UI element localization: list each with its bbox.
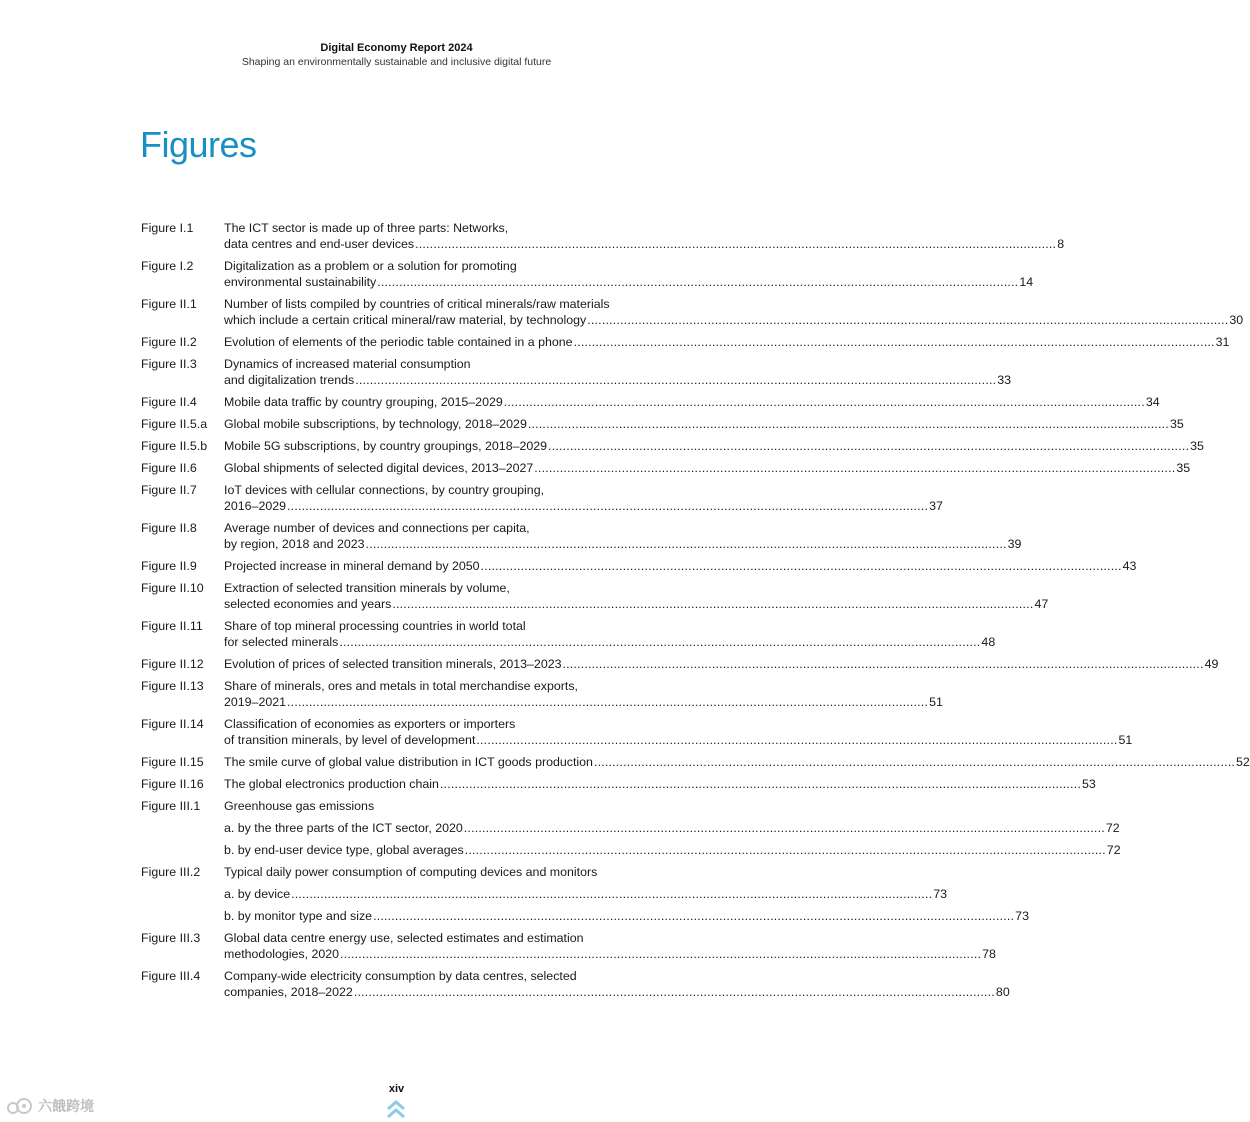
caption-line-with-page — [224, 498, 943, 514]
figure-caption — [224, 558, 1137, 574]
figure-list — [141, 220, 1250, 1006]
figure-caption — [224, 580, 1049, 612]
dot-leader: ................................................................................................................................................................................ — [480, 559, 1122, 573]
figure-label: Figure II.4 — [141, 395, 197, 409]
entry-text: and digitalization trends — [224, 373, 355, 387]
figure-entry — [141, 394, 1160, 410]
entry-text: data centres and end-user devices — [224, 237, 415, 251]
caption-line: Company-wide electricity consumption by data centres, selected — [224, 969, 577, 983]
entry-text: Mobile data traffic by country grouping, 2015–2029 — [224, 395, 503, 409]
dot-leader: ................................................................................................................................................................................ — [562, 657, 1204, 671]
figure-caption — [224, 656, 1219, 672]
entry-text: methodologies, 2020 — [224, 947, 340, 961]
dot-leader: ................................................................................................................................................................................ — [463, 821, 1105, 835]
dot-leader: ................................................................................................................................................................................ — [287, 499, 929, 513]
figure-label: Figure II.7 — [141, 483, 197, 497]
caption-line: Share of top mineral processing countries in world total — [224, 619, 526, 633]
caption-line-with-page — [224, 656, 1219, 672]
entry-page: 14 — [1019, 275, 1034, 289]
dot-leader: ................................................................................................................................................................................ — [392, 597, 1034, 611]
entry-page: 72 — [1105, 821, 1120, 835]
dot-leader: ................................................................................................................................................................................ — [373, 909, 1015, 923]
dot-leader: ................................................................................................................................................................................ — [593, 755, 1236, 769]
dot-leader: ................................................................................................................................................................................ — [340, 947, 982, 961]
entry-page: 34 — [1145, 395, 1160, 409]
caption-line: Dynamics of increased material consumption — [224, 357, 471, 371]
figure-entry — [141, 482, 943, 514]
figure-entry — [141, 930, 996, 962]
entry-page: 30 — [1229, 313, 1244, 327]
dot-leader: ................................................................................................................................................................................ — [573, 335, 1215, 349]
figure-label: Figure II.11 — [141, 619, 203, 633]
watermark-text: 六餓跨境 — [38, 1098, 94, 1114]
figure-caption — [224, 930, 996, 962]
figure-caption — [224, 520, 1022, 552]
entry-page: 73 — [1015, 909, 1029, 923]
figure-label: Figure III.4 — [141, 969, 201, 983]
entry-text: environmental sustainability — [224, 275, 377, 289]
caption-line: Typical daily power consumption of computing devices and monitors — [224, 865, 598, 879]
figure-label: Figure II.12 — [141, 657, 204, 671]
entry-text: b. by end-user device type, global averages — [224, 843, 464, 857]
dot-leader: ................................................................................................................................................................................ — [291, 887, 933, 901]
entry-page: 31 — [1215, 335, 1230, 349]
figure-label: Figure II.3 — [141, 357, 197, 371]
figure-caption — [224, 798, 1121, 858]
entry-page: 72 — [1106, 843, 1121, 857]
entry-text: selected economies and years — [224, 597, 392, 611]
caption-line-with-page — [224, 776, 1096, 792]
report-title: Digital Economy Report 2024 — [320, 42, 473, 54]
entry-text: for selected minerals — [224, 635, 339, 649]
entry-page: 52 — [1236, 755, 1250, 769]
caption-line-with-page — [224, 394, 1160, 410]
page-number: xiv — [388, 1083, 405, 1095]
dot-leader: ................................................................................................................................................................................ — [548, 439, 1190, 453]
caption-line: Global data centre energy use, selected estimates and estimation — [224, 931, 584, 945]
entry-page: 80 — [995, 985, 1010, 999]
entry-text: a. by the three parts of the ICT sector, 2020 — [224, 821, 463, 835]
figure-label: Figure II.5.b — [141, 439, 208, 453]
figure-entry — [141, 460, 1191, 476]
entry-page: 35 — [1169, 417, 1184, 431]
figure-caption — [224, 334, 1230, 350]
figure-entry — [141, 656, 1219, 672]
entry-page: 73 — [933, 887, 948, 901]
entry-page: 49 — [1204, 657, 1219, 671]
entry-page: 51 — [929, 695, 943, 709]
figure-entry — [141, 220, 1065, 252]
figure-label: Figure I.2 — [141, 259, 194, 273]
figure-entry — [141, 296, 1244, 328]
caption-line: Share of minerals, ores and metals in total merchandise exports, — [224, 679, 578, 693]
dot-leader: ................................................................................................................................................................................ — [353, 985, 995, 999]
caption-line-with-page — [224, 438, 1204, 454]
dot-leader: ................................................................................................................................................................................ — [464, 843, 1106, 857]
figure-label: Figure II.5.a — [141, 417, 208, 431]
figure-label: Figure III.3 — [141, 931, 201, 945]
entry-text: which include a certain critical mineral/raw material, by technology — [224, 313, 587, 327]
figure-label: Figure III.1 — [141, 799, 201, 813]
figure-entry — [141, 258, 1034, 290]
figure-caption — [224, 394, 1160, 410]
caption-line: Classification of economies as exporters or importers — [224, 717, 516, 731]
entry-text: 2019–2021 — [224, 695, 287, 709]
figure-subitem — [224, 842, 1121, 858]
entry-page: 47 — [1034, 597, 1049, 611]
figure-caption — [224, 438, 1204, 454]
figure-caption — [224, 968, 1010, 1000]
figure-label: Figure II.6 — [141, 461, 197, 475]
watermark — [6, 1095, 94, 1117]
entry-page: 48 — [981, 635, 996, 649]
entry-text: 2016–2029 — [224, 499, 287, 513]
watermark-logo-icon — [6, 1095, 34, 1117]
entry-text: a. by device — [224, 887, 291, 901]
entry-page: 51 — [1118, 733, 1133, 747]
caption-line-with-page — [224, 460, 1191, 476]
entry-page: 37 — [929, 499, 943, 513]
figure-caption — [224, 864, 1029, 924]
dot-leader: ................................................................................................................................................................................ — [476, 733, 1118, 747]
entry-page: 53 — [1082, 777, 1096, 791]
figure-label: Figure II.16 — [141, 777, 204, 791]
caption-line: The ICT sector is made up of three parts: Networks, — [224, 221, 509, 235]
figure-entry — [141, 678, 943, 710]
entry-page: 33 — [997, 373, 1012, 387]
figure-caption — [224, 416, 1184, 432]
figure-label: Figure II.9 — [141, 559, 197, 573]
caption-line: IoT devices with cellular connections, by country grouping, — [224, 483, 545, 497]
figure-entry — [141, 334, 1230, 350]
dot-leader: ................................................................................................................................................................................ — [355, 373, 997, 387]
figure-entry — [141, 968, 1010, 1000]
figure-caption — [224, 754, 1250, 770]
figure-caption — [224, 618, 996, 650]
figure-label: Figure I.1 — [141, 221, 194, 235]
entry-text: Projected increase in mineral demand by 2050 — [224, 559, 480, 573]
caption-line-with-page — [224, 754, 1250, 770]
figure-entry — [141, 798, 1121, 858]
entry-text: Global shipments of selected digital devices, 2013–2027 — [224, 461, 534, 475]
dot-leader: ................................................................................................................................................................................ — [415, 237, 1057, 251]
figure-subitem — [224, 886, 948, 902]
figure-label: Figure II.13 — [141, 679, 204, 693]
figure-caption — [224, 482, 943, 514]
figure-label: Figure II.8 — [141, 521, 197, 535]
figure-label: Figure II.2 — [141, 335, 197, 349]
caption-line-with-page — [224, 236, 1065, 252]
dot-leader: ................................................................................................................................................................................ — [439, 777, 1081, 791]
figure-entry — [141, 416, 1184, 432]
figure-label: Figure II.14 — [141, 717, 204, 731]
entry-page: 78 — [982, 947, 996, 961]
figure-caption — [224, 296, 1244, 328]
dot-leader: ................................................................................................................................................................................ — [287, 695, 929, 709]
entry-text: The smile curve of global value distribution in ICT goods production — [224, 755, 593, 769]
entry-page: 39 — [1007, 537, 1022, 551]
figure-entry — [141, 864, 1029, 924]
figure-subitem — [224, 908, 1029, 924]
caption-line-with-page — [224, 536, 1022, 552]
figure-caption — [224, 678, 943, 710]
dot-leader: ................................................................................................................................................................................ — [527, 417, 1169, 431]
caption-line: Digitalization as a problem or a solution for promoting — [224, 259, 517, 273]
caption-line-with-page — [224, 596, 1049, 612]
figure-entry — [141, 438, 1204, 454]
page-title: Figures — [140, 124, 257, 165]
caption-line: Number of lists compiled by countries of critical minerals/raw materials — [224, 297, 610, 311]
report-subtitle: Shaping an environmentally sustainable and inclusive digital future — [241, 56, 552, 68]
figure-label: Figure II.10 — [141, 581, 204, 595]
caption-line-with-page — [224, 312, 1244, 328]
figure-label: Figure II.1 — [141, 297, 197, 311]
dot-leader: ................................................................................................................................................................................ — [503, 395, 1145, 409]
figure-caption — [224, 716, 1133, 748]
entry-text: b. by monitor type and size — [224, 909, 373, 923]
caption-line-with-page — [224, 274, 1034, 290]
caption-line-with-page — [224, 984, 1010, 1000]
dot-leader: ................................................................................................................................................................................ — [534, 461, 1176, 475]
figure-entry — [141, 558, 1137, 574]
entry-text: by region, 2018 and 2023 — [224, 537, 365, 551]
entry-text: Evolution of prices of selected transition minerals, 2013–2023 — [224, 657, 562, 671]
entry-page: 35 — [1190, 439, 1204, 453]
figure-entry — [141, 580, 1049, 612]
entry-text: Evolution of elements of the periodic table contained in a phone — [224, 335, 573, 349]
figure-entry — [141, 776, 1096, 792]
dot-leader: ................................................................................................................................................................................ — [365, 537, 1007, 551]
scroll-up-chevron-icon[interactable] — [385, 1098, 407, 1122]
caption-line-with-page — [224, 558, 1137, 574]
figure-entry — [141, 754, 1250, 770]
entry-text: Global mobile subscriptions, by technology, 2018–2029 — [224, 417, 527, 431]
caption-line-with-page — [224, 634, 996, 650]
figure-caption — [224, 220, 1065, 252]
entry-text: The global electronics production chain — [224, 777, 439, 791]
figure-caption — [224, 776, 1096, 792]
figure-caption — [224, 258, 1034, 290]
figure-entry — [141, 356, 1012, 388]
figure-label: Figure II.15 — [141, 755, 204, 769]
figure-label: Figure III.2 — [141, 865, 201, 879]
figure-entry — [141, 618, 996, 650]
entry-page: 35 — [1176, 461, 1191, 475]
caption-line-with-page — [224, 334, 1230, 350]
figure-entry — [141, 716, 1133, 748]
figure-entry — [141, 520, 1022, 552]
caption-line-with-page — [224, 946, 996, 962]
entry-text: companies, 2018–2022 — [224, 985, 353, 999]
dot-leader: ................................................................................................................................................................................ — [339, 635, 981, 649]
caption-line-with-page — [224, 372, 1012, 388]
figure-caption — [224, 356, 1012, 388]
dot-leader: ................................................................................................................................................................................ — [377, 275, 1019, 289]
caption-line-with-page — [224, 416, 1184, 432]
caption-line-with-page — [224, 694, 943, 710]
dot-leader: ................................................................................................................................................................................ — [587, 313, 1229, 327]
entry-page: 43 — [1122, 559, 1137, 573]
running-header — [0, 41, 793, 69]
caption-line: Greenhouse gas emissions — [224, 799, 375, 813]
entry-text: Mobile 5G subscriptions, by country groupings, 2018–2029 — [224, 439, 548, 453]
entry-text: of transition minerals, by level of development — [224, 733, 476, 747]
caption-line-with-page — [224, 732, 1133, 748]
caption-line: Extraction of selected transition minerals by volume, — [224, 581, 510, 595]
caption-line: Average number of devices and connections per capita, — [224, 521, 530, 535]
figure-subitem — [224, 820, 1120, 836]
figure-caption — [224, 460, 1191, 476]
entry-page: 8 — [1057, 237, 1065, 251]
